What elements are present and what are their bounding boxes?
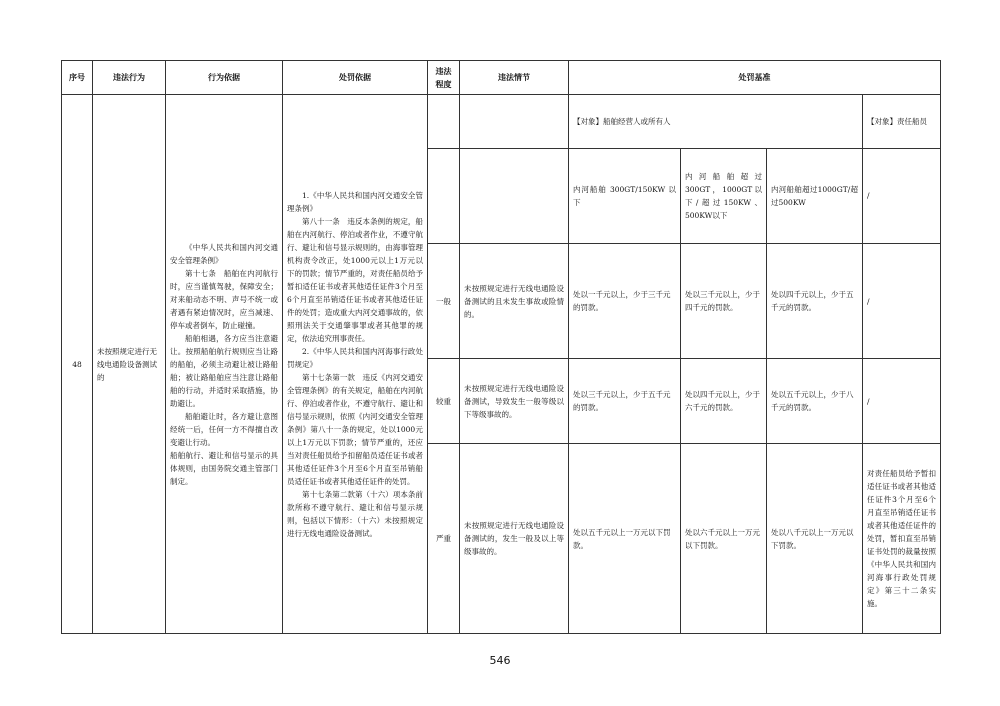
penalty-para: 第八十一条 违反本条例的规定，船舶在内河航行、停泊或者作业，不遵守航行、避让和信号显示规则的，由海事管理机构责令改正，处1000元以上1万元以下的罚款；情节严重的，对责任船员给予暂扣适任证书或者其他适任证件3个月至6个月直至吊销适任证书或者其他适任证件的处罚；造成重大内河交通事故的，依照刑法关于交通肇事罪或者其他罪的规定，依法追究刑事责任。 bbox=[287, 216, 423, 343]
act-cell: 未按照规定进行无线电通险设备测试的 bbox=[93, 95, 166, 634]
penalty-medium-cell: 处以三千元以上，少于四千元的罚款。 bbox=[681, 244, 767, 358]
object-crew-cell: 【对象】责任船员 bbox=[863, 95, 941, 149]
basis-para: 第十七条 船舶在内河航行时，应当谨慎驾驶，保障安全；对来船动态不明、声号不统一或者遇有紧迫情况时，应当减速、停车或者倒车，防止碰撞。 bbox=[170, 268, 278, 330]
penalty-small-cell: 处以五千元以上一万元以下罚款。 bbox=[569, 444, 681, 634]
penalty-para: 第十七条第二款第（十六）项本条前款所称不遵守航行、避让和信号显示规则，包括以下情形：（十六）未按照规定进行无线电通险设备测试。 bbox=[287, 489, 423, 538]
header-act: 违法行为 bbox=[93, 61, 166, 95]
header-seq: 序号 bbox=[62, 61, 93, 95]
degree-empty-cell bbox=[428, 148, 460, 244]
header-circumstance: 违法情节 bbox=[460, 61, 569, 95]
page-number: 546 bbox=[489, 654, 511, 667]
object-owner-cell: 【对象】船舶经营人或所有人 bbox=[569, 95, 863, 149]
header-penalty-basis: 处罚依据 bbox=[283, 61, 428, 95]
object-row bbox=[62, 95, 941, 149]
degree-cell: 较重 bbox=[428, 358, 460, 444]
penalty-table bbox=[61, 60, 941, 634]
tier-crew-cell: / bbox=[863, 148, 941, 244]
degree-empty-cell bbox=[428, 95, 460, 149]
penalty-large-cell: 处以五千元以上，少于八千元的罚款。 bbox=[767, 358, 863, 444]
penalty-crew-cell: / bbox=[863, 358, 941, 444]
basis-para: 《中华人民共和国内河交通安全管理条例》 bbox=[170, 242, 278, 265]
penalty-large-cell: 处以八千元以上一万元以下罚款。 bbox=[767, 444, 863, 634]
basis-para: 船舶避让时，各方避让意图经统一后，任何一方不得擅自改变避让行动。 bbox=[170, 411, 278, 447]
penalty-para: 2.《中华人民共和国内河海事行政处罚规定》 bbox=[287, 346, 423, 369]
penalty-large-cell: 处以四千元以上，少于五千元的罚款。 bbox=[767, 244, 863, 358]
header-standard: 处罚基准 bbox=[569, 61, 941, 95]
circumstance-empty-cell bbox=[460, 95, 569, 149]
tier-large-cell: 内河船舶超过1000GT/超过500KW bbox=[767, 148, 863, 244]
circumstance-cell: 未按照规定进行无线电通险设备测试的，发生一般及以上等级事故的。 bbox=[460, 444, 569, 634]
degree-cell: 一般 bbox=[428, 244, 460, 358]
penalty-small-cell: 处以一千元以上，少于三千元的罚款。 bbox=[569, 244, 681, 358]
tier-small-cell: 内河船舶 300GT/150KW 以下 bbox=[569, 148, 681, 244]
penalty-medium-cell: 处以四千元以上，少于六千元的罚款。 bbox=[681, 358, 767, 444]
circumstance-empty-cell bbox=[460, 148, 569, 244]
penalty-medium-cell: 处以六千元以上一万元以下罚款。 bbox=[681, 444, 767, 634]
penalty-basis-cell bbox=[283, 95, 428, 634]
basis-para: 船舶航行、避让和信号显示的具体规则，由国务院交通主管部门制定。 bbox=[170, 450, 278, 486]
basis-para: 船舶相遇，各方应当注意避让。按照船舶航行规则应当让路的船舶，必须主动避让被让路船舶；被让路船舶应当注意让路船舶的行动，并适时采取措施，协助避让。 bbox=[170, 333, 278, 408]
penalty-crew-cell: / bbox=[863, 244, 941, 358]
penalty-para: 1.《中华人民共和国内河交通安全管理条例》 bbox=[287, 190, 423, 213]
penalty-para: 第十七条第一款 违反《内河交通安全管理条例》的有关规定，船舶在内河航行、停泊或者作业，不遵守航行、避让和信号显示规则，依照《内河交通安全管理条例》第八十一条的规定，处以1000元以上1万元以下罚款；情节严重的，还应当对责任船员给予扣留船员适任证书或者其他适任证件3个月至6个月直至吊销船员适任证书或者其他适任证件的处罚。 bbox=[287, 372, 423, 486]
header-degree: 违法 程度 bbox=[428, 61, 460, 95]
circumstance-cell: 未按照规定进行无线电通险设备测试的且未发生事故或险情的。 bbox=[460, 244, 569, 358]
header-row bbox=[62, 61, 941, 95]
seq-cell: 48 bbox=[62, 95, 93, 634]
penalty-crew-cell: 对责任船员给予暂扣适任证书或者其他适任证件3个月至6个月直至吊销适任证书或者其他适任证件的处罚，暂扣直至吊销证书处罚的裁量按照《中华人民共和国内河海事行政处罚规定》第三十二条实施。 bbox=[863, 444, 941, 634]
circumstance-cell: 未按照规定进行无线电通险设备测试，导致发生一般等级以下等级事故的。 bbox=[460, 358, 569, 444]
tier-medium-cell: 内河船舶超过300GT，1000GT以下/超过150KW、500KW以下 bbox=[681, 148, 767, 244]
degree-cell: 严重 bbox=[428, 444, 460, 634]
header-basis: 行为依据 bbox=[166, 61, 283, 95]
penalty-small-cell: 处以三千元以上，少于五千元的罚款。 bbox=[569, 358, 681, 444]
basis-cell bbox=[166, 95, 283, 634]
